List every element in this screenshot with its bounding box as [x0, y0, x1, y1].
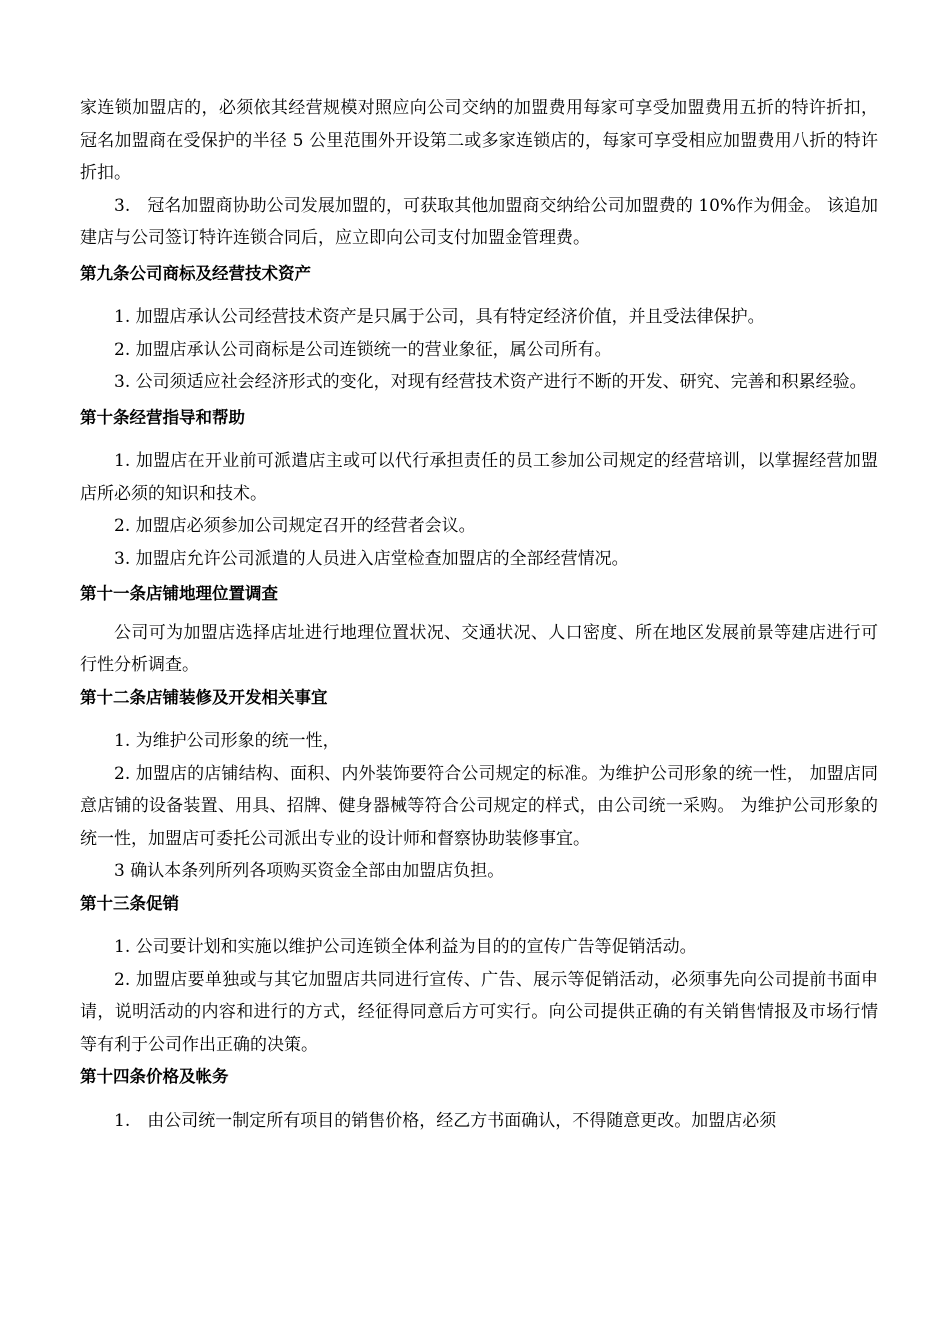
list-item: 1. 公司要计划和实施以维护公司连锁全体利益为目的的宣传广告等促销活动。	[114, 937, 697, 957]
list-item: 1. 由公司统一制定所有项目的销售价格，经乙方书面确认，不得随意更改。加盟店必须	[114, 1110, 777, 1131]
list-item: 2. 加盟店必须参加公司规定召开的经营者会议。	[114, 516, 476, 536]
list-item: 2. 加盟店要单独或与其它加盟店共同进行宣传、广告、展示等促销活动，必须事先向公司提前书面申请，说明活动的内容和进行的方式，经征得同意后方可实行。向公司提供正确的有关销售情报及市场行情等有利于公司作出正确的决策。	[80, 969, 878, 1055]
section-heading-article-10: 第十条经营指导和帮助	[80, 407, 245, 427]
section-heading-article-11: 第十一条店铺地理位置调查	[80, 584, 278, 603]
paragraph: 家连锁加盟店的，必须依其经营规模对照应向公司交纳的加盟费用每家可享受加盟费用五折的特许折扣，冠名加盟商在受保护的半径 5 公里范围外开设第二或多家连锁店的，每家可享受相应加盟费用八折的特许折扣。	[80, 98, 878, 183]
section-heading-article-14: 第十四条价格及帐务	[80, 1067, 229, 1086]
paragraph: 3. 冠名加盟商协助公司发展加盟的，可获取其他加盟商交纳给公司加盟费的 10%作为佣金。 该追加建店与公司签订特许连锁合同后，应立即向公司支付加盟金管理费。	[80, 195, 878, 248]
list-item: 3. 公司须适应社会经济形式的变化，对现有经营技术资产进行不断的开发、研究、完善和积累经验。	[114, 372, 867, 392]
list-item: 2. 加盟店的店铺结构、面积、内外装饰要符合公司规定的标准。为维护公司形象的统一性， 加盟店同意店铺的设备装置、用具、招牌、健身器械等符合公司规定的样式，由公司统一采购。 为维护公司形象的统一性，加盟店可委托公司派出专业的设计师和督察协助装修事宜。	[80, 763, 878, 849]
section-heading-article-12: 第十二条店铺装修及开发相关事宜	[80, 687, 328, 707]
section-heading-article-13: 第十三条促销	[80, 893, 179, 913]
list-item: 3 确认本条列所列各项购买资金全部由加盟店负担。	[114, 861, 505, 881]
list-item: 1. 加盟店承认公司经营技术资产是只属于公司，具有特定经济价值，并且受法律保护。	[114, 307, 765, 327]
list-item: 1. 为维护公司形象的统一性，	[114, 731, 340, 751]
document-page	[80, 92, 878, 1137]
list-item: 3. 加盟店允许公司派遣的人员进入店堂检查加盟店的全部经营情况。	[114, 548, 629, 569]
list-item: 1. 加盟店在开业前可派遣店主或可以代行承担责任的员工参加公司规定的经营培训，以掌握经营加盟店所必须的知识和技术。	[80, 451, 878, 504]
section-heading-article-9: 第九条公司商标及经营技术资产	[80, 263, 311, 283]
list-item: 2. 加盟店承认公司商标是公司连锁统一的营业象征，属公司所有。	[114, 339, 612, 360]
paragraph: 公司可为加盟店选择店址进行地理位置状况、交通状况、人口密度、所在地区发展前景等建店进行可行性分析调查。	[80, 622, 878, 675]
